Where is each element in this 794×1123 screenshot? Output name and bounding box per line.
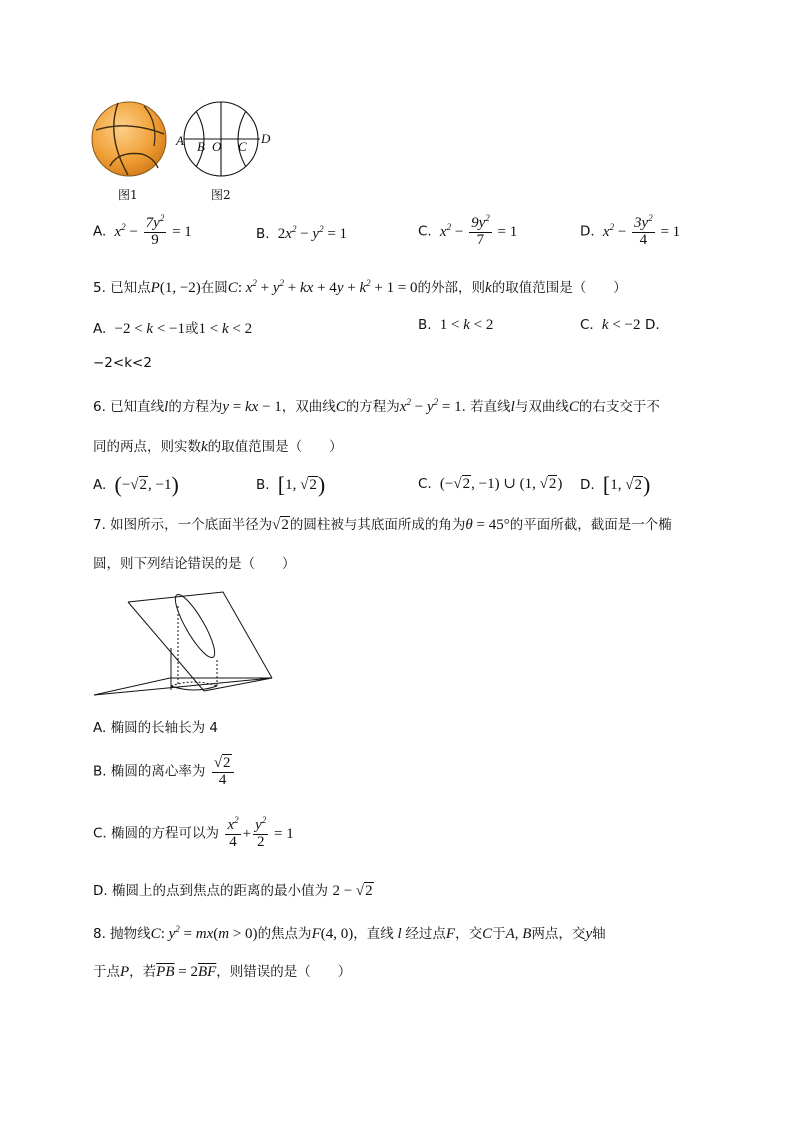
label-a: A [176,133,184,148]
q7-stem-line1: 7. 如图所示，一个底面半径为√2的圆柱被与其底面所成的角为θ = 45°的平面所截，截面是一个椭 [93,517,672,533]
q7-option-a: A. 椭圆的长轴长为 4 [93,720,218,736]
q6-stem-line2: 同的两点，则实数k的取值范围是（ ） [93,439,343,455]
q4-option-a: A. $x^2$ − $\frac{7y^2}{9}$ = 1 [93,213,192,248]
q6-option-b: B. [1, √2) [256,472,326,497]
q6-stem-line1: 6. 已知直线l的方程为y = kx − 1，双曲线C的方程为$x^2 - y^2 = 1$. 若直线l与双曲线C的右支交于不 [93,397,660,415]
q8-stem-line2: 于点P，若$\overline{PB} = 2\overline{BF}$，则错误的是（ ） [93,964,352,980]
basketball-photo [92,102,166,176]
q6-option-a: A. (−√2, −1) [93,472,179,497]
q8-stem-line1: 8. 抛物线C: $y^2 = mx(m > 0)$的焦点为F(4, 0)，直线 l 经过点F，交C于A, B两点，交y轴 [93,924,606,942]
q4-option-c: C. $x^2$ − $\frac{9y^2}{7}$ = 1 [418,213,518,248]
q6-option-c: C. (−√2, −1) ∪ (1, √2) [418,476,563,492]
cylinder-section-figure [92,586,276,698]
label-b: B [197,139,205,154]
label-c: C [238,139,247,154]
q4-option-d: D. $x^2$ − $\frac{3y^2}{4}$ = 1 [580,213,681,248]
q6-option-d: D. [1, √2) [580,472,651,497]
q5-stem: 5. 已知点P(1, −2)在圆C: $x^2 + y^2$ + kx + $4y + k^2 + 1 = 0$的外部，则k的取值范围是（ ） [93,278,627,296]
q4-option-b: B. $2x^2 - y^2 = 1$ [256,224,348,242]
q7-option-c: C. 椭圆的方程可以为 $\frac{x^2}{4}$ + $\frac{y^2}{2}$ = 1 [93,815,294,850]
figure-caption-1: 图1 [118,188,138,202]
label-o: O [212,139,222,154]
q7-option-d: D. 椭圆上的点到焦点的距离的最小值为 2 − √2 [93,883,373,899]
q5-option-a: A. −2 < k < −1或1 < k < 2 [93,321,253,337]
basketball-diagram [184,102,260,176]
q5-option-c: C. k < −2 D. [580,317,660,333]
label-d: D [261,131,271,146]
q7-option-b: B. 椭圆的离心率为 $\frac{√2}{4}$ [93,756,236,789]
figure-caption-2: 图2 [211,188,231,202]
q7-stem-line2: 圆，则下列结论错误的是（ ） [93,556,296,572]
q5-option-d: −2<k<2 [93,355,152,371]
q5-option-b: B. 1 < k < 2 [418,317,494,333]
